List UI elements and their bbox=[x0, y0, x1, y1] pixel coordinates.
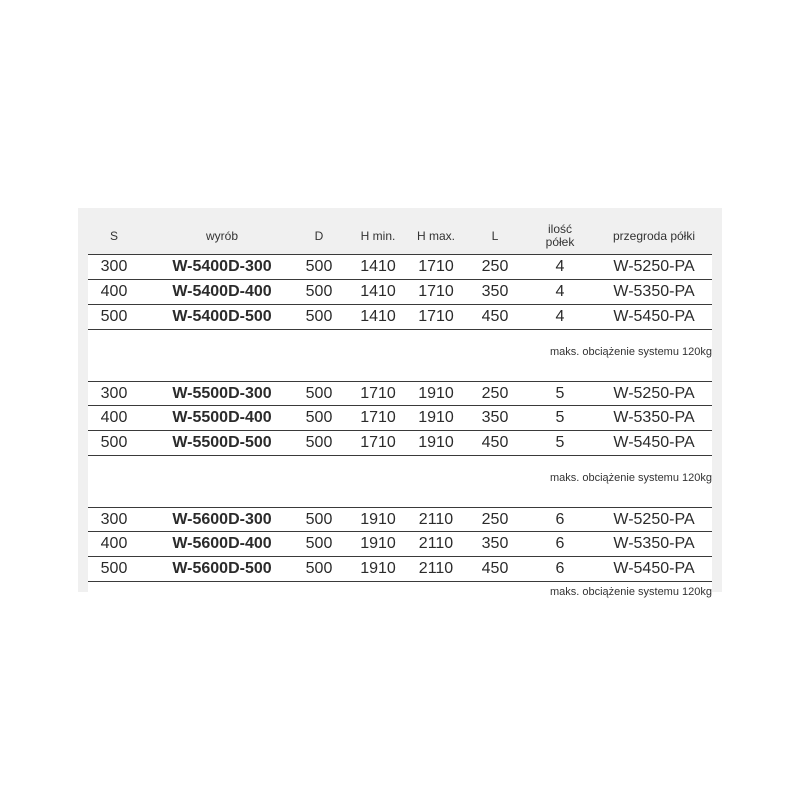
table-row bbox=[88, 255, 712, 280]
cell-divider: W-5450-PA bbox=[613, 434, 695, 451]
cell-h-min: 1410 bbox=[360, 308, 396, 325]
table-row bbox=[88, 280, 712, 305]
header-divider: przegroda półki bbox=[612, 228, 696, 243]
header-d: D bbox=[314, 228, 324, 243]
cell-h-min: 1910 bbox=[360, 510, 396, 528]
note-row bbox=[88, 330, 712, 381]
header-shelves-line2: półek bbox=[545, 234, 575, 249]
load-note: maks. obciążenie systemu 120kg bbox=[549, 346, 712, 358]
header-product: wyrób bbox=[205, 228, 238, 243]
cell-product: W-5400D-500 bbox=[172, 308, 272, 325]
cell-h-min: 1410 bbox=[360, 258, 396, 275]
cell-s: 300 bbox=[100, 510, 128, 528]
cell-shelves: 5 bbox=[555, 409, 565, 426]
cell-l: 250 bbox=[481, 384, 509, 402]
cell-product: W-5400D-300 bbox=[172, 258, 272, 275]
cell-s: 500 bbox=[100, 308, 128, 325]
table-row bbox=[88, 507, 712, 532]
cell-h-max: 2110 bbox=[418, 535, 454, 552]
cell-shelves: 5 bbox=[555, 434, 565, 451]
table-row bbox=[88, 305, 712, 330]
cell-shelves: 4 bbox=[555, 258, 565, 275]
cell-shelves: 4 bbox=[555, 308, 565, 325]
load-note: maks. obciążenie systemu 120kg bbox=[549, 472, 712, 484]
header-shelves-line1: ilość bbox=[547, 221, 572, 236]
cell-h-min: 1710 bbox=[360, 434, 396, 451]
cell-product: W-5500D-300 bbox=[172, 384, 272, 402]
cell-l: 250 bbox=[481, 258, 509, 275]
cell-d: 500 bbox=[305, 384, 333, 402]
cell-divider: W-5250-PA bbox=[613, 510, 695, 528]
cell-l: 350 bbox=[481, 409, 509, 426]
cell-l: 250 bbox=[481, 510, 509, 528]
cell-h-max: 1910 bbox=[418, 434, 454, 451]
cell-l: 450 bbox=[481, 560, 509, 577]
cell-h-max: 2110 bbox=[418, 510, 454, 528]
cell-l: 350 bbox=[481, 535, 509, 552]
cell-l: 450 bbox=[481, 308, 509, 325]
cell-divider: W-5250-PA bbox=[613, 384, 695, 402]
cell-product: W-5600D-300 bbox=[172, 510, 272, 528]
header-h-max: H max. bbox=[416, 228, 455, 243]
cell-product: W-5600D-400 bbox=[172, 535, 272, 552]
cell-product: W-5400D-400 bbox=[172, 283, 272, 300]
cell-s: 400 bbox=[100, 283, 128, 300]
cell-s: 300 bbox=[100, 258, 128, 275]
cell-h-min: 1710 bbox=[360, 384, 396, 402]
cell-product: W-5500D-400 bbox=[172, 409, 272, 426]
cell-d: 500 bbox=[305, 510, 333, 528]
cell-d: 500 bbox=[305, 308, 333, 325]
cell-l: 350 bbox=[481, 283, 509, 300]
cell-h-min: 1410 bbox=[360, 283, 396, 300]
cell-l: 450 bbox=[481, 434, 509, 451]
cell-d: 500 bbox=[305, 560, 333, 577]
header-s: S bbox=[109, 228, 118, 243]
cell-h-max: 2110 bbox=[418, 560, 454, 577]
cell-shelves: 6 bbox=[555, 560, 565, 577]
cell-s: 500 bbox=[100, 434, 128, 451]
cell-divider: W-5450-PA bbox=[613, 308, 695, 325]
cell-s: 400 bbox=[100, 409, 128, 426]
header-h-min: H min. bbox=[360, 228, 396, 243]
cell-h-min: 1910 bbox=[360, 560, 396, 577]
note-row bbox=[88, 582, 712, 614]
cell-divider: W-5250-PA bbox=[613, 258, 695, 275]
cell-shelves: 6 bbox=[555, 510, 565, 528]
cell-d: 500 bbox=[305, 535, 333, 552]
cell-d: 500 bbox=[305, 258, 333, 275]
cell-s: 300 bbox=[100, 384, 128, 402]
cell-divider: W-5350-PA bbox=[613, 409, 695, 426]
cell-shelves: 5 bbox=[555, 384, 565, 402]
header-l: L bbox=[491, 228, 499, 243]
cell-shelves: 4 bbox=[555, 283, 565, 300]
cell-h-min: 1910 bbox=[360, 535, 396, 552]
cell-h-max: 1710 bbox=[418, 258, 454, 275]
cell-divider: W-5350-PA bbox=[613, 283, 695, 300]
spec-table bbox=[88, 217, 712, 614]
table-row bbox=[88, 381, 712, 406]
cell-h-max: 1910 bbox=[418, 409, 454, 426]
table-header bbox=[88, 217, 712, 255]
cell-product: W-5600D-500 bbox=[172, 560, 272, 577]
cell-h-min: 1710 bbox=[360, 409, 396, 426]
table-row bbox=[88, 431, 712, 456]
cell-h-max: 1910 bbox=[418, 384, 454, 402]
cell-shelves: 6 bbox=[555, 535, 565, 552]
cell-s: 400 bbox=[100, 535, 128, 552]
cell-s: 500 bbox=[100, 560, 128, 577]
table-row bbox=[88, 406, 712, 431]
load-note: maks. obciążenie systemu 120kg bbox=[549, 586, 712, 598]
cell-d: 500 bbox=[305, 409, 333, 426]
table-row bbox=[88, 557, 712, 582]
cell-divider: W-5350-PA bbox=[613, 535, 695, 552]
header-shelves bbox=[532, 217, 588, 254]
cell-d: 500 bbox=[305, 283, 333, 300]
cell-product: W-5500D-500 bbox=[172, 434, 272, 451]
cell-h-max: 1710 bbox=[418, 283, 454, 300]
note-row bbox=[88, 456, 712, 507]
cell-divider: W-5450-PA bbox=[613, 560, 695, 577]
cell-h-max: 1710 bbox=[418, 308, 454, 325]
table-row bbox=[88, 532, 712, 557]
cell-d: 500 bbox=[305, 434, 333, 451]
